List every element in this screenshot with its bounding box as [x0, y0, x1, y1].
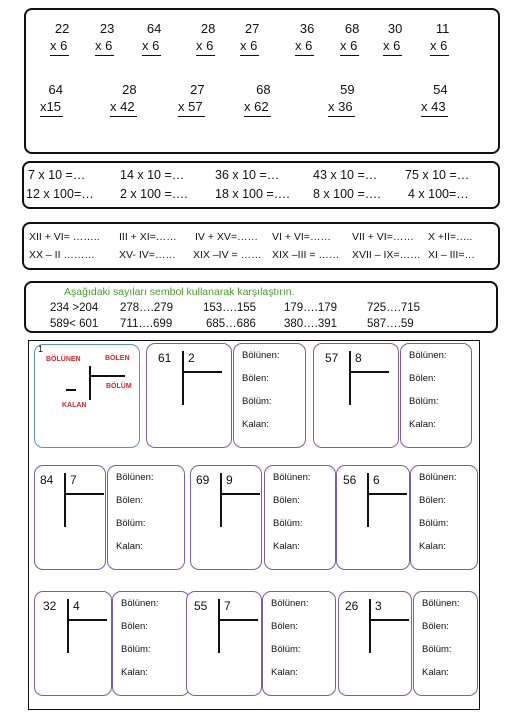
answer-label-divisor: Bölen: [422, 621, 449, 632]
example-remainder-bar [66, 389, 76, 391]
example-remainder-label: KALAN [62, 402, 87, 409]
multiplier: x 6 [430, 37, 449, 56]
example-vertical-bar [89, 366, 91, 400]
example-index: 1 [38, 344, 44, 354]
division-horizontal-bar [67, 619, 107, 621]
compare-item: 589< 601 [50, 318, 99, 330]
powers-item: 43 x 10 =… [313, 168, 378, 182]
compare-item: 153….155 [203, 302, 257, 314]
multiplicand: 11 [435, 21, 450, 36]
divisor-number: 6 [373, 473, 380, 487]
multiplicand: 36 [299, 21, 315, 36]
example-divisor-label: BÖLEN [105, 355, 130, 362]
answer-label-dividend: Bölünen: [273, 472, 311, 483]
divisor-number: 7 [70, 473, 77, 487]
answer-label-quotient: Bölüm: [121, 644, 151, 655]
powers-item: 12 x 100=… [26, 187, 94, 201]
powers-item: 8 x 100 =…. [313, 187, 381, 201]
multiplier: x 6 [196, 37, 215, 56]
answer-label-dividend: Bölünen: [419, 472, 457, 483]
dividend-number: 69 [196, 473, 210, 487]
answer-label-remainder: Kalan: [419, 541, 446, 552]
division-horizontal-bar [367, 493, 407, 495]
multiplicand: 27 [244, 21, 260, 36]
multiplier: x 6 [295, 37, 314, 56]
multiplication-problem [50, 20, 69, 56]
division-horizontal-bar [218, 619, 258, 621]
answer-label-divisor: Bölen: [409, 373, 436, 384]
multiplication-problem [240, 20, 259, 56]
multiplier: x 6 [50, 37, 69, 56]
multiplicand: 22 [54, 21, 70, 36]
multiplication-problem [421, 81, 448, 117]
dividend-number: 55 [194, 599, 208, 613]
multiplicand: 54 [433, 82, 448, 97]
dividend-number: 61 [158, 351, 172, 365]
multiplicand: 30 [387, 21, 403, 36]
division-horizontal-bar [220, 493, 260, 495]
roman-item: VI + VI=…… [272, 231, 331, 243]
division-horizontal-bar [369, 619, 409, 621]
answer-label-quotient: Bölüm: [116, 518, 146, 529]
answer-label-divisor: Bölen: [242, 373, 269, 384]
division-horizontal-bar [182, 371, 222, 373]
multiplier: x 42 [110, 98, 137, 117]
compare-item: 725….715 [367, 302, 421, 314]
compare-item: 234 >204 [50, 302, 99, 314]
multiplicand: 68 [256, 82, 271, 97]
answer-label-quotient: Bölüm: [242, 396, 272, 407]
powers-item: 4 x 100=… [408, 187, 469, 201]
answer-label-divisor: Bölen: [419, 495, 446, 506]
divisor-number: 7 [224, 599, 231, 613]
answer-label-dividend: Bölünen: [116, 472, 154, 483]
multiplier: x 62 [244, 98, 271, 117]
multiplication-problem [178, 81, 205, 117]
multiplicand: 68 [344, 21, 360, 36]
dividend-number: 84 [40, 473, 54, 487]
answer-label-divisor: Bölen: [271, 621, 298, 632]
answer-label-quotient: Bölüm: [273, 518, 303, 529]
division-horizontal-bar [349, 371, 389, 373]
answer-label-divisor: Bölen: [116, 495, 143, 506]
powers-item: 18 x 100 =…. [215, 187, 290, 201]
multiplication-problem [430, 20, 449, 56]
answer-label-quotient: Bölüm: [271, 644, 301, 655]
multiplicand: 59 [340, 82, 355, 97]
powers-item: 14 x 10 =… [120, 168, 185, 182]
answer-label-dividend: Bölünen: [271, 598, 309, 609]
multiplier: x 6 [95, 37, 114, 56]
multiplication-problem [383, 20, 402, 56]
multiplier: x 43 [421, 98, 448, 117]
compare-title: Aşağıdaki sayıları sembol kullanarak karşılaştırın. [64, 286, 295, 298]
division-horizontal-bar [64, 493, 104, 495]
division-vertical-bar [218, 599, 220, 653]
multiplication-problem [110, 81, 137, 117]
roman-item: XVII – IX=…… [352, 249, 421, 261]
division-vertical-bar [64, 473, 66, 527]
answer-label-dividend: Bölünen: [242, 350, 280, 361]
roman-box [22, 222, 500, 270]
compare-item: 685…686 [206, 318, 256, 330]
multiplication-problem [142, 20, 161, 56]
compare-item: 711….699 [120, 318, 173, 330]
answer-label-dividend: Bölünen: [121, 598, 159, 609]
roman-item: III + XI=…… [119, 231, 177, 243]
example-horizontal-bar [89, 375, 125, 377]
multiplication-problem [244, 81, 271, 117]
multiplier: x 6 [340, 37, 359, 56]
answer-label-remainder: Kalan: [271, 667, 298, 678]
multiplier: x15 [40, 98, 63, 117]
answer-label-remainder: Kalan: [273, 541, 300, 552]
answer-label-dividend: Bölünen: [409, 350, 447, 361]
division-vertical-bar [369, 599, 371, 653]
roman-item: XIX –IV = …… [193, 249, 262, 261]
compare-item: 587….59 [367, 318, 414, 330]
answer-label-remainder: Kalan: [242, 419, 269, 430]
powers-item: 75 x 10 =… [405, 168, 470, 182]
divisor-number: 3 [375, 599, 382, 613]
roman-item: XV- IV=…… [119, 249, 176, 261]
roman-item: XII + VI= …….. [29, 231, 100, 243]
roman-item: XI – III=… [428, 249, 475, 261]
example-dividend-label: BÖLÜNEN [46, 356, 81, 363]
multiplicand: 28 [200, 21, 216, 36]
multiplicand: 27 [190, 82, 205, 97]
multiplier: x 6 [383, 37, 402, 56]
multiplier: x 6 [142, 37, 161, 56]
multiplication-problem [295, 20, 314, 56]
divisor-number: 4 [73, 599, 80, 613]
answer-label-remainder: Kalan: [121, 667, 148, 678]
roman-item: IV + XV=…… [195, 231, 259, 243]
multiplicand: 28 [122, 82, 137, 97]
roman-item: X +II=….. [428, 231, 473, 243]
dividend-number: 57 [325, 351, 339, 365]
multiplicand: 64 [48, 82, 63, 97]
dividend-number: 56 [343, 473, 357, 487]
roman-item: XX – II ……… [29, 249, 95, 261]
division-vertical-bar [67, 599, 69, 653]
answer-label-divisor: Bölen: [121, 621, 148, 632]
compare-item: 380….391 [284, 318, 338, 330]
multiplication-problem [340, 20, 359, 56]
answer-label-quotient: Bölüm: [422, 644, 452, 655]
multiplier: x 6 [240, 37, 259, 56]
multiplicand: 64 [146, 21, 162, 36]
powers-item: 7 x 10 =… [28, 168, 86, 182]
division-vertical-bar [349, 351, 351, 405]
answer-label-remainder: Kalan: [116, 541, 143, 552]
answer-label-dividend: Bölünen: [422, 598, 460, 609]
answer-label-divisor: Bölen: [273, 495, 300, 506]
compare-item: 278….279 [120, 302, 174, 314]
division-vertical-bar [182, 351, 184, 405]
roman-item: VII + VI=…… [352, 231, 414, 243]
compare-item: 179….179 [284, 302, 338, 314]
division-vertical-bar [220, 473, 222, 527]
answer-label-quotient: Bölüm: [409, 396, 439, 407]
dividend-number: 32 [43, 599, 57, 613]
multiplier: x 57 [178, 98, 205, 117]
answer-label-remainder: Kalan: [422, 667, 449, 678]
dividend-number: 26 [345, 599, 359, 613]
roman-item: XIX –III = …… [272, 249, 340, 261]
example-quotient-label: BÖLÜM [106, 383, 132, 390]
division-vertical-bar [367, 473, 369, 527]
answer-label-quotient: Bölüm: [419, 518, 449, 529]
answer-label-remainder: Kalan: [409, 419, 436, 430]
powers-item: 2 x 100 =…. [120, 187, 188, 201]
divisor-number: 2 [188, 351, 195, 365]
multiplication-problem [95, 20, 114, 56]
divisor-number: 8 [355, 351, 362, 365]
multiplication-problem [40, 81, 63, 117]
divisor-number: 9 [226, 473, 233, 487]
powers-item: 36 x 10 =… [215, 168, 280, 182]
multiplication-problem [196, 20, 215, 56]
multiplicand: 23 [99, 21, 115, 36]
multiplication-problem [328, 81, 355, 117]
multiplier: x 36 [328, 98, 355, 117]
